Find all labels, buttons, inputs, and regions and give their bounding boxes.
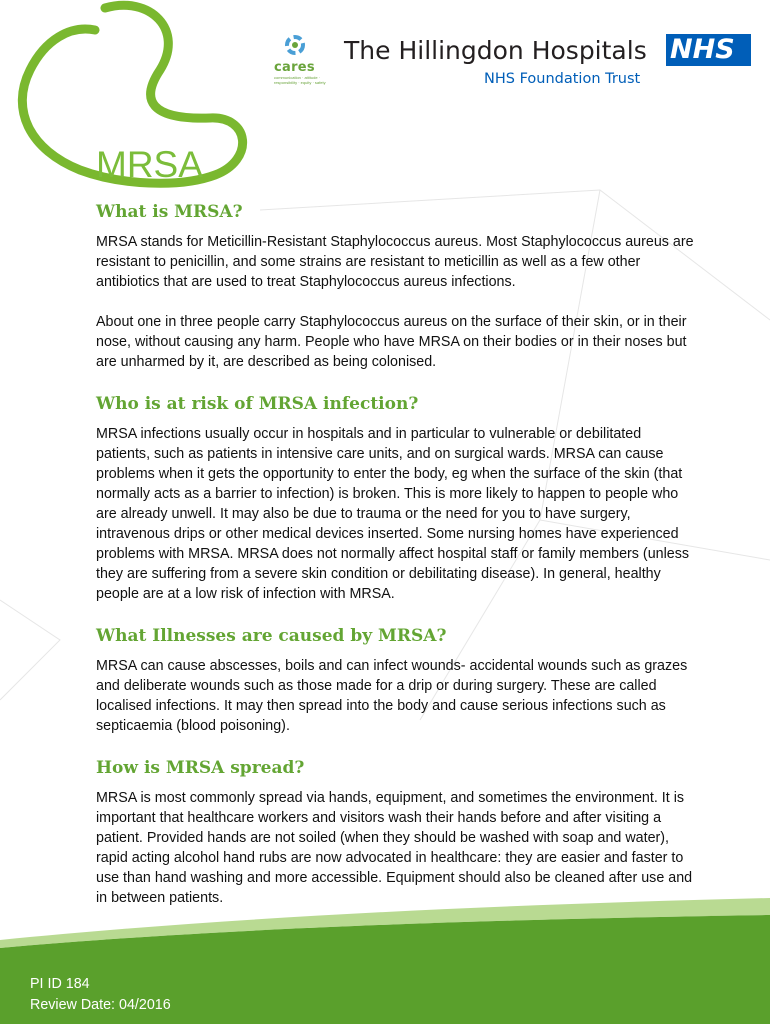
section-heading: Who is at risk of MRSA infection?: [96, 394, 419, 414]
trust-subtitle: NHS Foundation Trust: [484, 71, 641, 87]
section-who-is-at-risk: [96, 392, 696, 604]
cares-logo-subtext: communication · attitude · responsibility · equity · safety: [274, 75, 326, 85]
section-heading: How is MRSA spread?: [96, 758, 305, 778]
section-heading: What is MRSA?: [96, 202, 243, 222]
page-title: MRSA: [96, 144, 203, 185]
section-heading: What Illnesses are caused by MRSA?: [96, 626, 447, 646]
section-how-spread: [96, 756, 696, 908]
cares-logo-text: cares: [274, 60, 315, 75]
paragraph: MRSA is most commonly spread via hands, equipment, and sometimes the environment. It is important that healthcare workers and visitors wash their hands before and after visiting a patient. Provided hands are not soiled (when they should be washed with soap and water), rapid acting alcohol hand rubs are now advocated in healthcare: they are easier and faster to use than hand washing and more accessible. Equipment should also be cleaned after use and in between patients.: [96, 790, 693, 906]
paragraph: About one in three people carry Staphylococcus aureus on the surface of their skin, or in their nose, without causing any harm. People who have MRSA on their bodies or in their noses but are unharmed by it, are described as being colonised.: [96, 314, 687, 370]
review-date: Review Date: 04/2016: [30, 997, 171, 1013]
cares-logo-icon: [272, 32, 318, 62]
nhs-logo: [666, 34, 751, 66]
pi-id: PI ID 184: [30, 976, 90, 992]
section-what-is-mrsa: [96, 200, 696, 372]
paragraph: MRSA infections usually occur in hospitals and in particular to vulnerable or debilitated patients, such as patients in intensive care units, and on surgical wards. MRSA can cause problems when it gets the opportunity to enter the body, eg when the surface of the skin (that normally acts as a barrier to infection) is broken. This is more likely to happen to people who are already unwell. It may also be due to trauma or the need for you to have surgery, intravenous drips or other medical devices inserted. Some nursing homes have experienced problems with MRSA. MRSA does not normally affect hospital staff or family members (unless they are suffering from a severe skin condition or debilitating disease). In general, healthy people are at a low risk of infection with MRSA.: [96, 426, 690, 602]
nhs-logo-text: NHS: [670, 34, 735, 65]
paragraph: MRSA stands for Meticillin-Resistant Staphylococcus aureus. Most Staphylococcus aureus are resistant to penicillin, and some strains are resistant to meticillin as well as a few other antibiotics that are used to treat Staphylococcus aureus infections.: [96, 234, 694, 290]
document-body: [96, 200, 696, 928]
paragraph: MRSA can cause abscesses, boils and can infect wounds- accidental wounds such as grazes and deliberate wounds such as those made for a drip or during surgery. These are called localised infections. It may then spread into the body and cause serious infections such as septicaemia (blood poisoning).: [96, 658, 688, 734]
section-illnesses: [96, 624, 696, 736]
trust-name: The Hillingdon Hospitals: [344, 36, 647, 65]
